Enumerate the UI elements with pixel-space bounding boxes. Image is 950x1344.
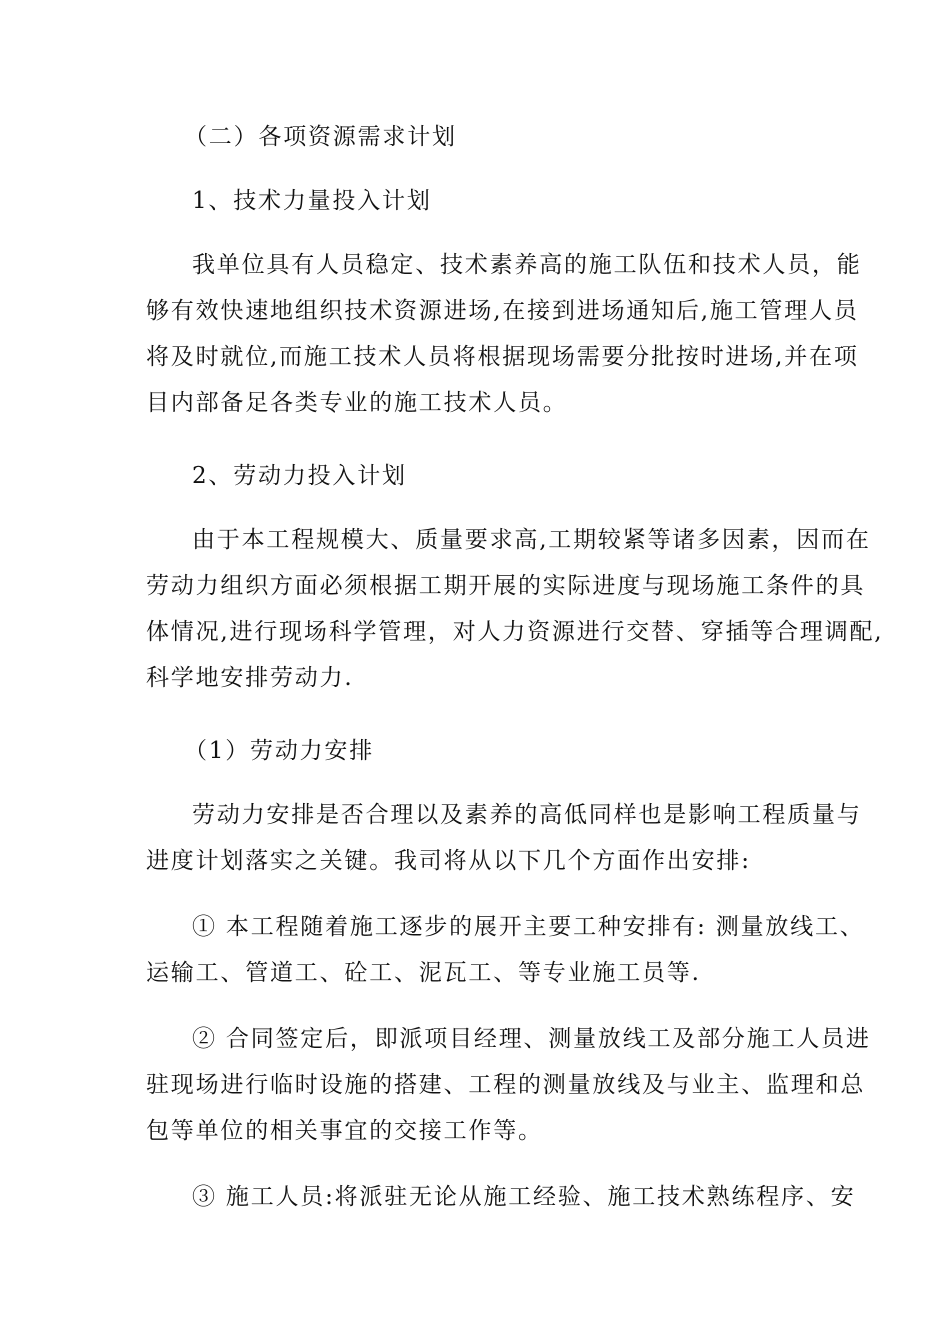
- paragraph-line: 劳动力安排是否合理以及素养的高低同样也是影响工程质量与: [192, 802, 862, 828]
- section-heading: （二）各项资源需求计划: [184, 124, 457, 150]
- paragraph-line: 由于本工程规模大、质量要求高,工期较紧等诸多因素，因而在: [192, 527, 871, 553]
- list-item-line: 驻现场进行临时设施的搭建、工程的测量放线及与业主、监理和总: [146, 1072, 866, 1098]
- paragraph-line: 劳动力组织方面必须根据工期开展的实际进度与现场施工条件的具: [146, 573, 866, 599]
- paragraph-line: 我单位具有人员稳定、技术素养高的施工队伍和技术人员，能: [192, 252, 862, 278]
- paragraph-line: 将及时就位,而施工技术人员将根据现场需要分批按时进场,并在项: [146, 344, 859, 370]
- list-item-line: 运输工、管道工、砼工、泥瓦工、等专业施工员等.: [146, 960, 701, 986]
- list-item-line: ② 合同签定后，即派项目经理、测量放线工及部分施工人员进: [192, 1026, 871, 1052]
- paragraph-line: 体情况,进行现场科学管理，对人力资源进行交替、穿插等合理调配,: [146, 619, 884, 645]
- paragraph-line: 够有效快速地组织技术资源进场,在接到进场通知后,施工管理人员: [146, 298, 859, 324]
- subsection-heading-3: （1）劳动力安排: [184, 738, 375, 764]
- list-item-line: ① 本工程随着施工逐步的展开主要工种安排有: 测量放线工、: [192, 914, 865, 940]
- subsection-heading-2: 2、劳动力投入计划: [192, 463, 407, 489]
- list-item-line: ③ 施工人员:将派驻无论从施工经验、施工技术熟练程序、安: [192, 1184, 856, 1210]
- paragraph-line: 科学地安排劳动力.: [146, 665, 354, 691]
- list-item-line: 包等单位的相关事宜的交接工作等。: [146, 1118, 543, 1144]
- paragraph-line: 目内部备足各类专业的施工技术人员。: [146, 390, 568, 416]
- subsection-heading-1: 1、技术力量投入计划: [192, 188, 432, 214]
- paragraph-line: 进度计划落实之关键。我司将从以下几个方面作出安排:: [146, 848, 751, 874]
